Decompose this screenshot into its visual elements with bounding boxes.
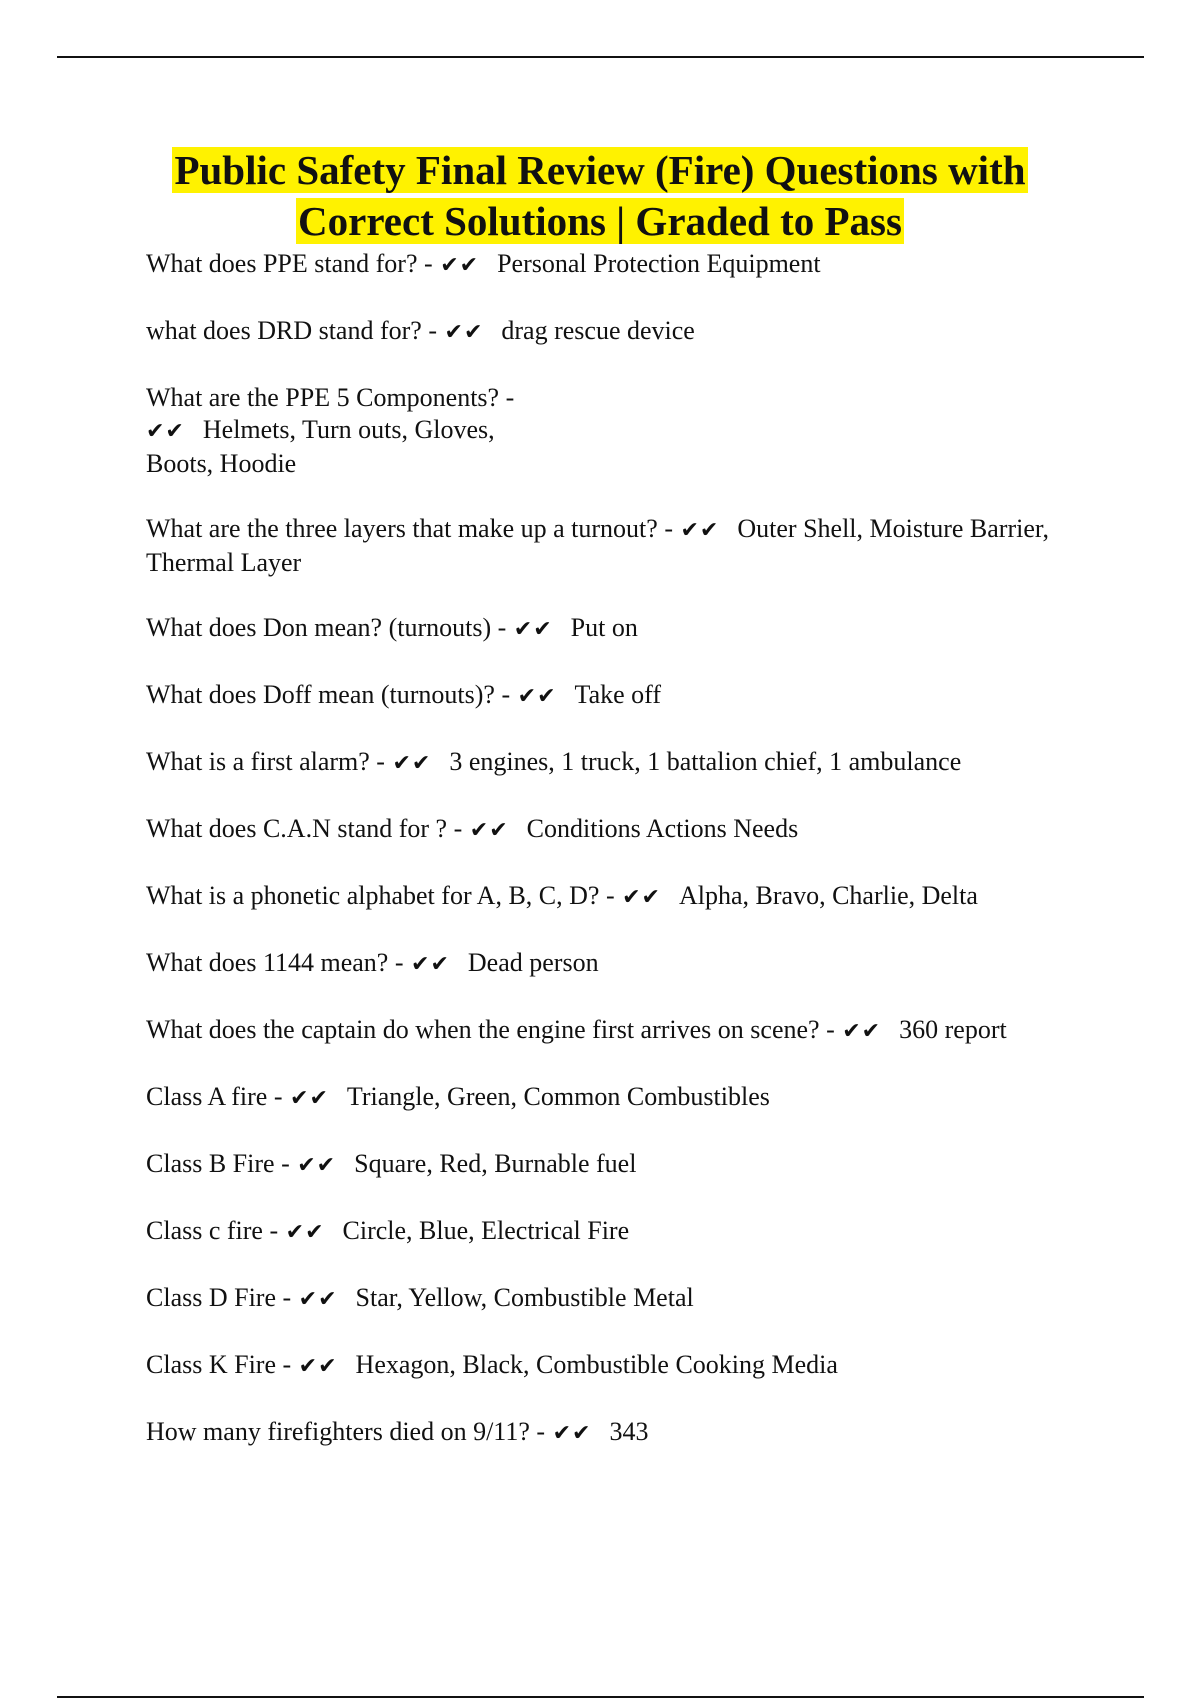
separator-dash: - [424, 249, 434, 278]
answer-text: Put on [570, 613, 638, 642]
qa-item [146, 947, 1106, 981]
question-text: Class c fire [146, 1216, 263, 1245]
checkmark-icon: ✔✔ [146, 419, 185, 444]
answer-text: Triangle, Green, Common Combustibles [346, 1082, 770, 1111]
question-answer-list [146, 248, 1106, 1483]
answer-text: Personal Protection Equipment [497, 249, 821, 278]
qa-item [146, 1349, 1106, 1383]
qa-item [146, 813, 1106, 847]
qa-item [146, 880, 1106, 914]
checkmark-icon: ✔✔ [513, 617, 553, 642]
checkmark-icon: ✔✔ [392, 751, 432, 776]
checkmark-icon: ✔✔ [517, 684, 557, 709]
question-text: What are the three layers that make up a turnout? [146, 514, 658, 543]
qa-item [146, 1215, 1106, 1249]
separator-dash: - [282, 1283, 293, 1312]
separator-dash: - [664, 514, 674, 543]
answer-text: Alpha, Bravo, Charlie, Delta [679, 881, 978, 910]
title-line-1: Public Safety Final Review (Fire) Questions with [174, 147, 1026, 193]
question-text: What does 1144 mean? [146, 948, 389, 977]
checkmark-icon: ✔✔ [440, 253, 480, 278]
answer-text: Star, Yellow, Combustible Metal [355, 1283, 694, 1312]
question-text: Class B Fire [146, 1149, 275, 1178]
separator-dash: - [273, 1082, 284, 1111]
answer-text: Conditions Actions Needs [526, 814, 799, 843]
checkmark-icon: ✔✔ [622, 885, 661, 910]
qa-item [146, 248, 1106, 282]
qa-item [146, 746, 1106, 780]
separator-dash: - [453, 814, 464, 843]
answer-text: 343 [609, 1417, 649, 1446]
qa-item [146, 1014, 1106, 1048]
question-text: Class K Fire [146, 1350, 276, 1379]
answer-text: drag rescue device [501, 316, 695, 345]
title-line-2: Correct Solutions | Graded to Pass [298, 198, 902, 244]
separator-dash: - [497, 613, 508, 642]
qa-item [146, 612, 1106, 646]
checkmark-icon: ✔✔ [680, 518, 720, 543]
checkmark-icon: ✔✔ [285, 1220, 325, 1245]
separator-dash: - [394, 948, 405, 977]
separator-dash: - [505, 383, 516, 412]
answer-text: Square, Red, Burnable fuel [354, 1149, 637, 1178]
question-text: what does DRD stand for? [146, 316, 422, 345]
separator-dash: - [282, 1350, 293, 1379]
answer-text: 3 engines, 1 truck, 1 battalion chief, 1 ambulance [449, 747, 962, 776]
separator-dash: - [501, 680, 512, 709]
separator-dash: - [605, 881, 616, 910]
footer-rule [57, 1696, 1144, 1698]
checkmark-icon: ✔✔ [411, 952, 450, 977]
separator-dash: - [269, 1216, 280, 1245]
checkmark-icon: ✔✔ [298, 1287, 338, 1312]
question-text: What is a first alarm? [146, 747, 370, 776]
separator-dash: - [428, 316, 439, 345]
question-text: What does the captain do when the engine first arrives on scene? [146, 1015, 820, 1044]
checkmark-icon: ✔✔ [469, 818, 509, 843]
checkmark-icon: ✔✔ [444, 320, 484, 345]
qa-item [146, 1282, 1106, 1316]
header-rule [57, 56, 1144, 58]
separator-dash: - [376, 747, 386, 776]
separator-dash: - [536, 1417, 547, 1446]
answer-text: Circle, Blue, Electrical Fire [342, 1216, 630, 1245]
question-text: Class A fire [146, 1082, 268, 1111]
separator-dash: - [826, 1015, 836, 1044]
answer-text: Outer Shell, Moisture Barrier, Thermal Layer [146, 514, 1049, 577]
document-title [100, 145, 1100, 247]
answer-text: 360 report [899, 1015, 1007, 1044]
question-text: What are the PPE 5 Components? [146, 383, 500, 412]
qa-item [146, 1416, 1106, 1450]
answer-text: Take off [574, 680, 662, 709]
question-text: What does Doff mean (turnouts)? [146, 680, 495, 709]
question-text: What does C.A.N stand for ? [146, 814, 448, 843]
question-text: Class D Fire [146, 1283, 276, 1312]
qa-item [146, 1148, 1106, 1182]
question-text: What is a phonetic alphabet for A, B, C, D? [146, 881, 600, 910]
checkmark-icon: ✔✔ [290, 1086, 329, 1111]
answer-text: Hexagon, Black, Combustible Cooking Media [355, 1350, 838, 1379]
question-text: What does PPE stand for? [146, 249, 418, 278]
checkmark-icon: ✔✔ [552, 1421, 592, 1446]
checkmark-icon: ✔✔ [298, 1354, 338, 1379]
separator-dash: - [281, 1149, 291, 1178]
qa-item [146, 1081, 1106, 1115]
checkmark-icon: ✔✔ [842, 1019, 882, 1044]
answer-text: Dead person [467, 948, 599, 977]
answer-text: Helmets, Turn outs, Gloves, Boots, Hoodie [146, 415, 495, 478]
qa-item [146, 315, 1106, 349]
question-text: How many firefighters died on 9/11? [146, 1417, 530, 1446]
qa-item [146, 513, 1106, 579]
question-text: What does Don mean? (turnouts) [146, 613, 492, 642]
checkmark-icon: ✔✔ [297, 1153, 337, 1178]
qa-item [146, 382, 546, 480]
qa-item [146, 679, 1106, 713]
